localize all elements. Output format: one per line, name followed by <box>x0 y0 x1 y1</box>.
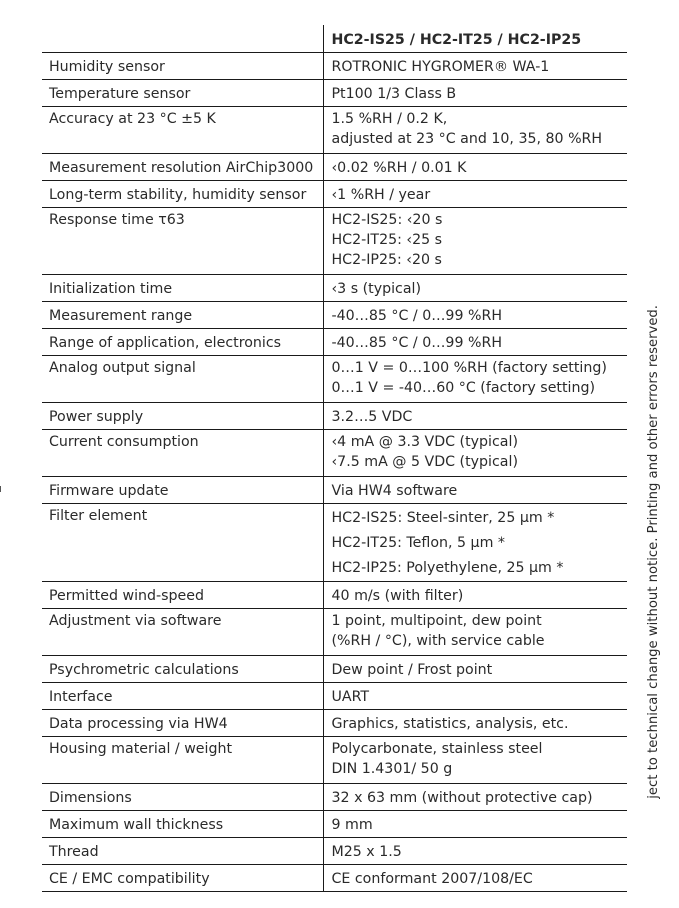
table-row <box>42 737 627 784</box>
table-row <box>42 504 627 582</box>
table-row <box>42 356 627 403</box>
spec-rows <box>42 53 627 892</box>
spec-value: 40 m/s (with filter) <box>323 582 627 609</box>
spec-table <box>42 25 627 892</box>
spec-value: M25 x 1.5 <box>323 838 627 865</box>
spec-value: 3.2…5 VDC <box>323 403 627 430</box>
spec-value: 1.5 %RH / 0.2 K, adjusted at 23 °C and 10, 35, 80 %RH <box>323 107 627 154</box>
table-row <box>42 477 627 504</box>
spec-value: 0…1 V = 0…100 %RH (factory setting) 0…1 V = -40…60 °C (factory setting) <box>323 356 627 403</box>
spec-label: Permitted wind-speed <box>42 582 323 609</box>
spec-value: ROTRONIC HYGROMER® WA-1 <box>323 53 627 80</box>
spec-label: Psychrometric calculations <box>42 656 323 683</box>
spec-value: Pt100 1/3 Class B <box>323 80 627 107</box>
spec-value: UART <box>323 683 627 710</box>
spec-value: HC2-IS25: Steel-sinter, 25 µm * HC2-IT25: Teflon, 5 µm * HC2-IP25: Polyethylene, 25 µm * <box>323 504 627 582</box>
table-row <box>42 154 627 181</box>
spec-label: Analog output signal <box>42 356 323 403</box>
table-row <box>42 80 627 107</box>
spec-label: Initialization time <box>42 275 323 302</box>
spec-value: -40…85 °C / 0…99 %RH <box>323 329 627 356</box>
spec-label: Current consumption <box>42 430 323 477</box>
spec-value: ‹4 mA @ 3.3 VDC (typical) ‹7.5 mA @ 5 VDC (typical) <box>323 430 627 477</box>
spec-label: Long-term stability, humidity sensor <box>42 181 323 208</box>
table-row <box>42 582 627 609</box>
spec-label: Adjustment via software <box>42 609 323 656</box>
table-row <box>42 403 627 430</box>
spec-value: CE conformant 2007/108/EC <box>323 865 627 892</box>
table-row <box>42 838 627 865</box>
spec-label: Housing material / weight <box>42 737 323 784</box>
table-row <box>42 107 627 154</box>
spec-value: Graphics, statistics, analysis, etc. <box>323 710 627 737</box>
spec-value: HC2-IS25: ‹20 s HC2-IT25: ‹25 s HC2-IP25: ‹20 s <box>323 208 627 275</box>
spec-value: ‹1 %RH / year <box>323 181 627 208</box>
spec-value: ‹3 s (typical) <box>323 275 627 302</box>
spec-label: Accuracy at 23 °C ±5 K <box>42 107 323 154</box>
spec-label: Range of application, electronics <box>42 329 323 356</box>
side-disclaimer: ject to technical change without notice. Printing and other errors reserved. <box>646 305 661 799</box>
spec-label: Maximum wall thickness <box>42 811 323 838</box>
spec-value: 9 mm <box>323 811 627 838</box>
table-row <box>42 181 627 208</box>
spec-label: Thread <box>42 838 323 865</box>
spec-value: Dew point / Frost point <box>323 656 627 683</box>
table-row <box>42 329 627 356</box>
table-row <box>42 784 627 811</box>
spec-value: ‹0.02 %RH / 0.01 K <box>323 154 627 181</box>
spec-label: Filter element <box>42 504 323 582</box>
header-row <box>42 25 627 53</box>
spec-label: Dimensions <box>42 784 323 811</box>
spec-label: Data processing via HW4 <box>42 710 323 737</box>
spec-value: Polycarbonate, stainless steel DIN 1.4301/ 50 g <box>323 737 627 784</box>
table-row <box>42 275 627 302</box>
table-row <box>42 53 627 80</box>
spec-value: Via HW4 software <box>323 477 627 504</box>
table-row <box>42 710 627 737</box>
spec-value: -40…85 °C / 0…99 %RH <box>323 302 627 329</box>
table-row <box>42 609 627 656</box>
table-row <box>42 208 627 275</box>
spec-value: 32 x 63 mm (without protective cap) <box>323 784 627 811</box>
spec-label: Humidity sensor <box>42 53 323 80</box>
spec-label: Firmware update <box>42 477 323 504</box>
table-row <box>42 865 627 892</box>
spec-value: 1 point, multipoint, dew point (%RH / °C), with service cable <box>323 609 627 656</box>
spec-label: Temperature sensor <box>42 80 323 107</box>
spec-label: Power supply <box>42 403 323 430</box>
table-row <box>42 302 627 329</box>
header-label-cell <box>42 25 323 53</box>
header-model-names: HC2-IS25 / HC2-IT25 / HC2-IP25 <box>323 25 627 53</box>
table-row <box>42 430 627 477</box>
margin-tick-mark <box>0 486 4 492</box>
table-row <box>42 811 627 838</box>
spec-label: Response time τ63 <box>42 208 323 275</box>
table-row <box>42 656 627 683</box>
spec-label: CE / EMC compatibility <box>42 865 323 892</box>
spec-label: Measurement range <box>42 302 323 329</box>
spec-label: Interface <box>42 683 323 710</box>
spec-label: Measurement resolution AirChip3000 <box>42 154 323 181</box>
table-row <box>42 683 627 710</box>
